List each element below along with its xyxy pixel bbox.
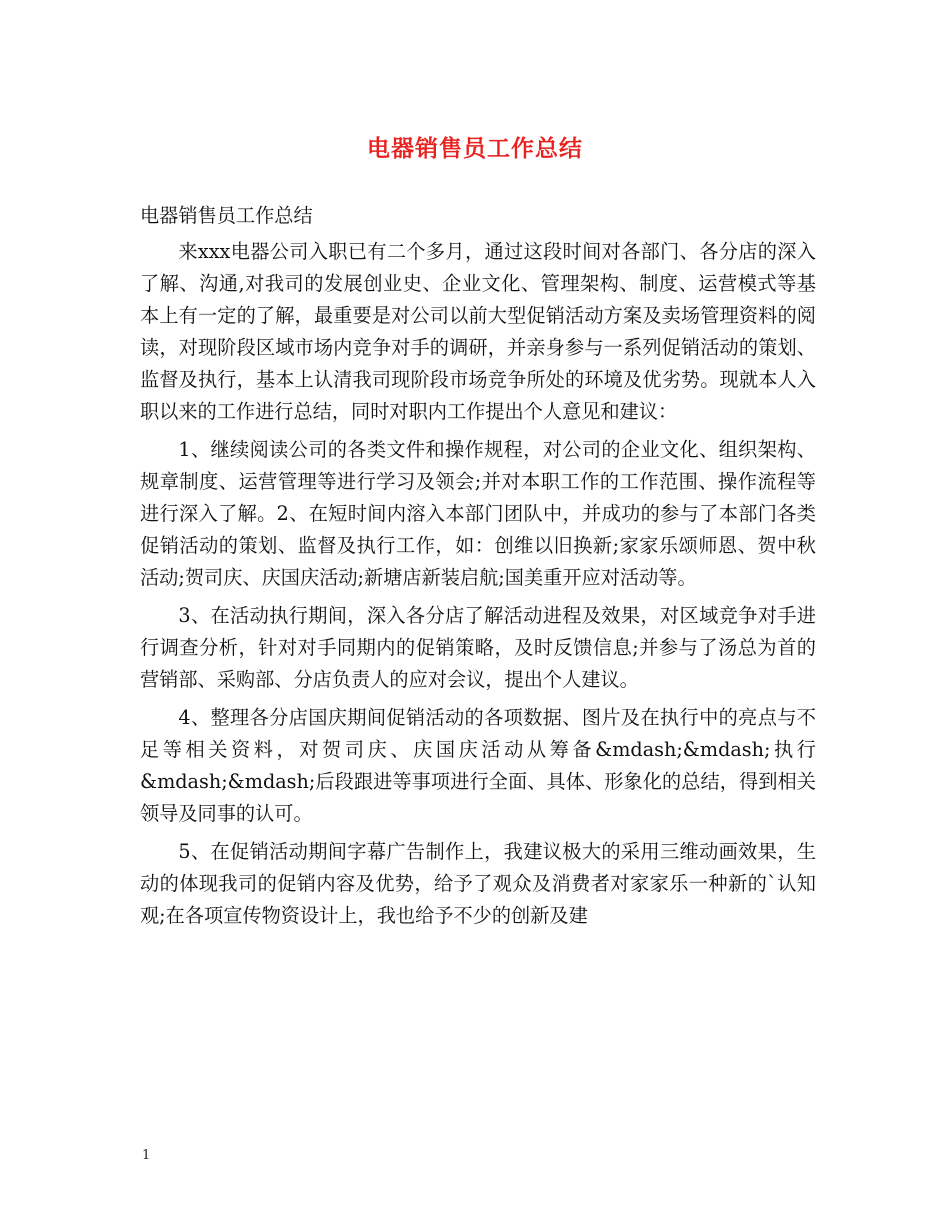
paragraph-item-1-2: 1、继续阅读公司的各类文件和操作规程，对公司的企业文化、组织架构、规章制度、运营管理等进行学习及领会;并对本职工作的工作范围、操作流程等进行深入了解。2、在短时间内溶入本部门团队中，并成功的参与了本部门各类促销活动的策划、监督及执行工作，如：创维以旧换新;家家乐颂师恩、贺中秋活动;贺司庆、庆国庆活动;新塘店新装启航;国美重开应对活动等。 xyxy=(140,438,816,589)
document-body xyxy=(140,200,816,938)
paragraph-item-5: 5、在促销活动期间字幕广告制作上，我建议极大的采用三维动画效果，生动的体现我司的促销内容及优势，给予了观众及消费者对家家乐一种新的`认知观;在各项宣传物资设计上，我也给予不少的创新及建 xyxy=(140,840,816,927)
page-number: 1 xyxy=(142,1148,151,1163)
paragraph-intro: 来xxx电器公司入职已有二个多月，通过这段时间对各部门、各分店的深入了解、沟通,对我司的发展创业史、企业文化、管理架构、制度、运营模式等基本上有一定的了解，最重要是对公司以前大型促销活动方案及卖场管理资料的阅读，对现阶段区域市场内竞争对手的调研，并亲身参与一系列促销活动的策划、监督及执行，基本上认清我司现阶段市场竞争所处的环境及优劣势。现就本人入职以来的工作进行总结，同时对职内工作提出个人意见和建议： xyxy=(140,240,816,423)
document-title: 电器销售员工作总结 xyxy=(367,135,583,162)
paragraph-item-3: 3、在活动执行期间，深入各分店了解活动进程及效果，对区域竞争对手进行调查分析，针对对手同期内的促销策略，及时反馈信息;并参与了汤总为首的营销部、采购部、分店负责人的应对会议，提出个人建议。 xyxy=(140,604,816,691)
paragraph-item-4: 4、整理各分店国庆期间促销活动的各项数据、图片及在执行中的亮点与不足等相关资料，对贺司庆、庆国庆活动从筹备&mdash;&mdash;执行&mdash;&mdash;后段跟进等事项进行全面、具体、形象化的总结，得到相关领导及同事的认可。 xyxy=(140,706,816,825)
document-subtitle: 电器销售员工作总结 xyxy=(140,204,313,227)
